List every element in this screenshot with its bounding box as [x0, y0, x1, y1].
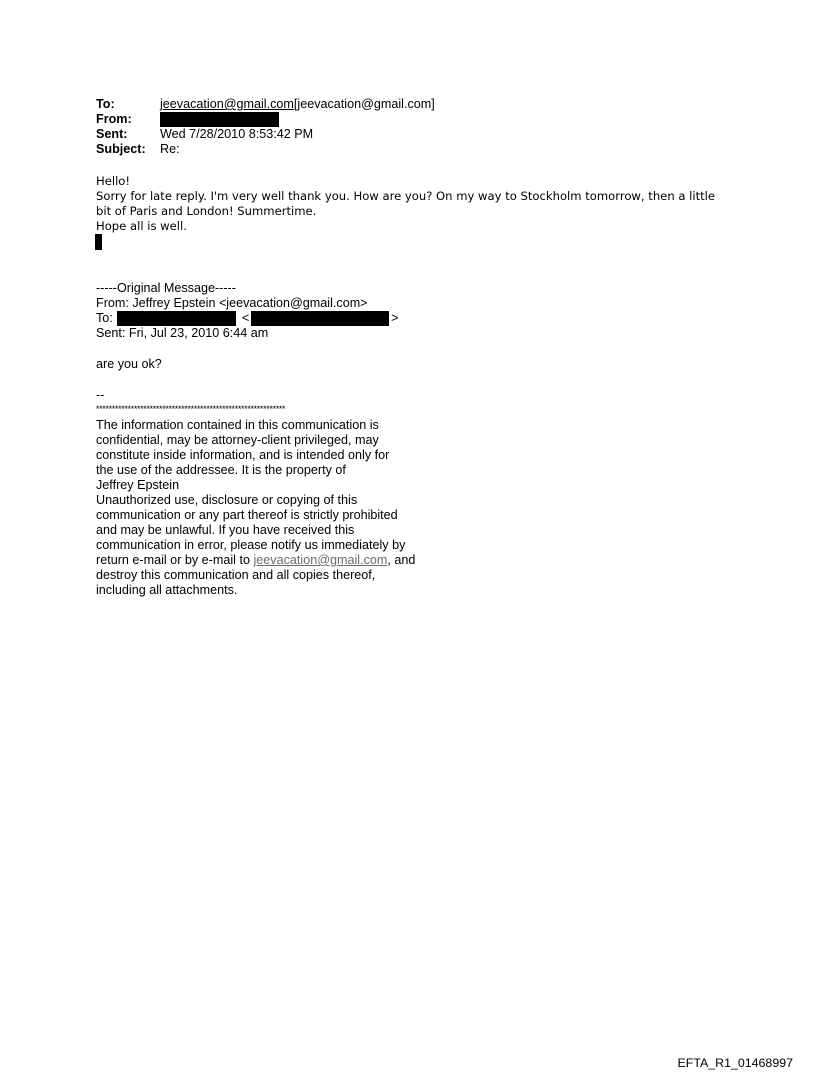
disclaimer-line: including all attachments.	[96, 583, 238, 597]
disclaimer-line: The information contained in this communication is	[96, 418, 379, 432]
disclaimer-line	[96, 553, 456, 568]
original-separator: -----Original Message-----	[96, 281, 236, 295]
document-id: EFTA_R1_01468997	[677, 1056, 793, 1070]
to-value	[160, 97, 435, 112]
redaction-bar	[95, 234, 102, 250]
body-greeting: Hello!	[96, 174, 131, 188]
original-sent: Sent: Fri, Jul 23, 2010 6:44 am	[96, 326, 269, 340]
disclaimer-text: , and	[387, 553, 416, 567]
disclaimer-line: communication in error, please notify us immediately by	[96, 538, 406, 552]
disclaimer-line: communication or any part thereof is strictly prohibited	[96, 508, 398, 522]
disclaimer	[96, 418, 456, 598]
header-to-row	[96, 97, 435, 112]
redaction-bar	[160, 112, 279, 127]
subject-value: Re:	[160, 142, 180, 156]
to-label: To:	[96, 97, 115, 111]
original-to-gt: >	[391, 311, 399, 325]
sent-value: Wed 7/28/2010 8:53:42 PM	[160, 127, 314, 141]
disclaimer-line: Unauthorized use, disclosure or copying of this	[96, 493, 358, 507]
subject-label: Subject:	[96, 142, 146, 156]
header-sent-row	[96, 127, 313, 142]
redaction-bar	[251, 311, 389, 326]
original-from: From: Jeffrey Epstein <jeevacation@gmail.com>	[96, 296, 368, 310]
disclaimer-line: constitute inside information, and is intended only for	[96, 448, 390, 462]
original-to-label: To:	[96, 311, 113, 325]
original-message: are you ok?	[96, 357, 162, 371]
to-address-bracket: [jeevacation@gmail.com]	[293, 97, 435, 111]
header-from-row	[96, 112, 279, 127]
disclaimer-text: return e-mail or by e-mail to	[96, 553, 254, 567]
original-to-row	[96, 311, 399, 326]
email-link[interactable]: jeevacation@gmail.com	[253, 553, 388, 567]
body-line-1: Sorry for late reply. I'm very well thank you. How are you? On my way to Stockholm tomorrow, then a little	[96, 189, 716, 203]
disclaimer-line: the use of the addressee. It is the property of	[96, 463, 346, 477]
to-address-link[interactable]: jeevacation@gmail.com	[160, 97, 294, 111]
sent-label: Sent:	[96, 127, 128, 141]
disclaimer-line: destroy this communication and all copies thereof,	[96, 568, 376, 582]
header-subject-row	[96, 142, 180, 157]
disclaimer-line: Jeffrey Epstein	[96, 478, 180, 492]
body-line-2: bit of Paris and London! Summertime.	[96, 204, 317, 218]
redaction-bar	[117, 311, 236, 326]
signature-dash: --	[96, 388, 105, 402]
body-line-3: Hope all is well.	[96, 219, 187, 233]
original-to-lt: <	[241, 311, 250, 325]
signature-stars: ************************************************************	[96, 404, 286, 414]
disclaimer-line: and may be unlawful. If you have received this	[96, 523, 355, 537]
disclaimer-line: confidential, may be attorney-client privileged, may	[96, 433, 379, 447]
from-label: From:	[96, 112, 132, 126]
